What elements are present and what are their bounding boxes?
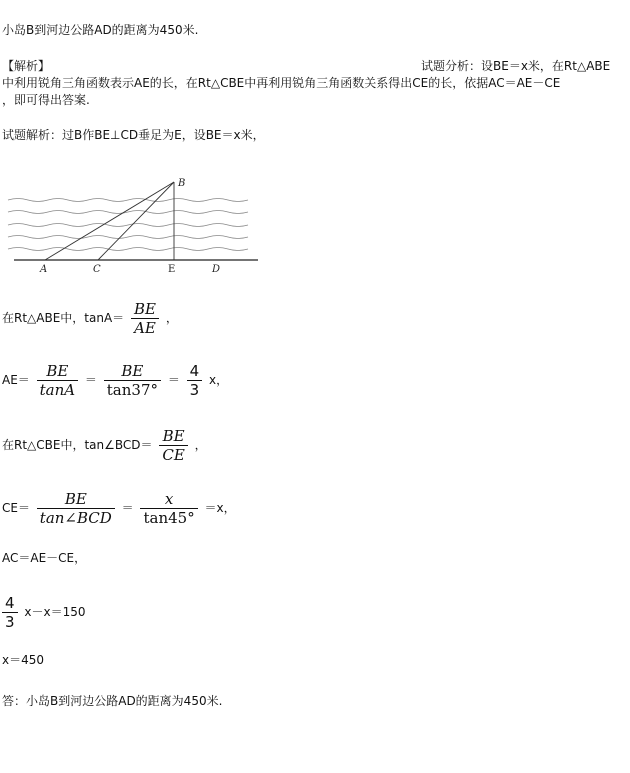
label-C: C — [93, 264, 101, 275]
frac-num: BE — [37, 490, 115, 509]
solution-intro: 试题解析：过B作BE⊥CD垂足为E，设BE＝x米， — [2, 128, 265, 142]
frac-num: 4 — [187, 362, 203, 381]
step-6-suffix: x－x＝150 — [24, 605, 86, 619]
analysis-title: 试题分析：设BE＝x米，在Rt△ABE — [421, 59, 611, 73]
fraction-be-over-tanbcd — [37, 490, 115, 527]
step-7: x＝450 — [2, 653, 45, 667]
frac-den: 3 — [5, 613, 15, 631]
step-2 — [2, 362, 228, 399]
label-B: B — [178, 178, 186, 189]
step-6 — [2, 594, 85, 631]
step-4-suffix: ＝x， — [204, 501, 236, 515]
frac-num: BE — [131, 300, 159, 319]
frac-num: 4 — [2, 594, 18, 613]
fraction-be-over-ce — [159, 427, 187, 464]
fraction-be-over-tana — [37, 362, 78, 399]
label-E: E — [168, 264, 176, 275]
frac-num: BE — [37, 362, 78, 381]
fraction-be-over-tan37 — [104, 362, 161, 399]
frac-den: tan∠BCD — [39, 509, 112, 527]
equals-sign: ＝ — [167, 373, 180, 387]
step-3-prefix: 在Rt△CBE中，tan∠BCD＝ — [2, 438, 153, 452]
frac-num: BE — [159, 427, 187, 446]
river-waves — [8, 199, 248, 251]
fraction-x-over-tan45 — [140, 490, 197, 527]
step-4-prefix: CE＝ — [2, 501, 30, 515]
equals-sign: ＝ — [121, 501, 134, 515]
label-D: D — [212, 264, 221, 275]
step-5: AC＝AE－CE， — [2, 551, 87, 565]
analysis-line-1: 中利用锐角三角函数表示AE的长，在Rt△CBE中再利用锐角三角函数关系得出CE的长，依据AC＝AE－CE — [2, 76, 561, 90]
answer-text: 答：小岛B到河边公路AD的距离为450米. — [2, 694, 223, 708]
fraction-4-over-3 — [187, 362, 203, 399]
fraction-4-over-3 — [2, 594, 18, 631]
intro-text: 小岛B到河边公路AD的距离为450米. — [2, 23, 199, 37]
step-3-suffix: ， — [194, 438, 207, 452]
frac-num: x — [140, 490, 197, 509]
step-3 — [2, 427, 207, 464]
analysis-line-2: ，即可得出答案. — [2, 93, 90, 107]
equals-sign: ＝ — [84, 373, 97, 387]
frac-den: tan45° — [143, 509, 195, 527]
frac-den: CE — [162, 446, 185, 464]
step-2-suffix: x， — [209, 373, 229, 387]
fraction-be-over-ae — [131, 300, 159, 337]
frac-den: 3 — [189, 381, 200, 399]
frac-den: tan37° — [106, 381, 158, 399]
frac-den: tanA — [39, 381, 76, 399]
step-1-suffix: ， — [165, 311, 178, 325]
step-1 — [2, 300, 178, 337]
step-4 — [2, 490, 236, 527]
label-A: A — [40, 264, 48, 275]
frac-num: BE — [104, 362, 161, 381]
step-2-prefix: AE＝ — [2, 373, 30, 387]
step-1-prefix: 在Rt△ABE中，tanA＝ — [2, 311, 125, 325]
analysis-label: 【解析】 — [2, 59, 51, 73]
river-diagram — [0, 170, 270, 280]
frac-den: AE — [134, 319, 156, 337]
